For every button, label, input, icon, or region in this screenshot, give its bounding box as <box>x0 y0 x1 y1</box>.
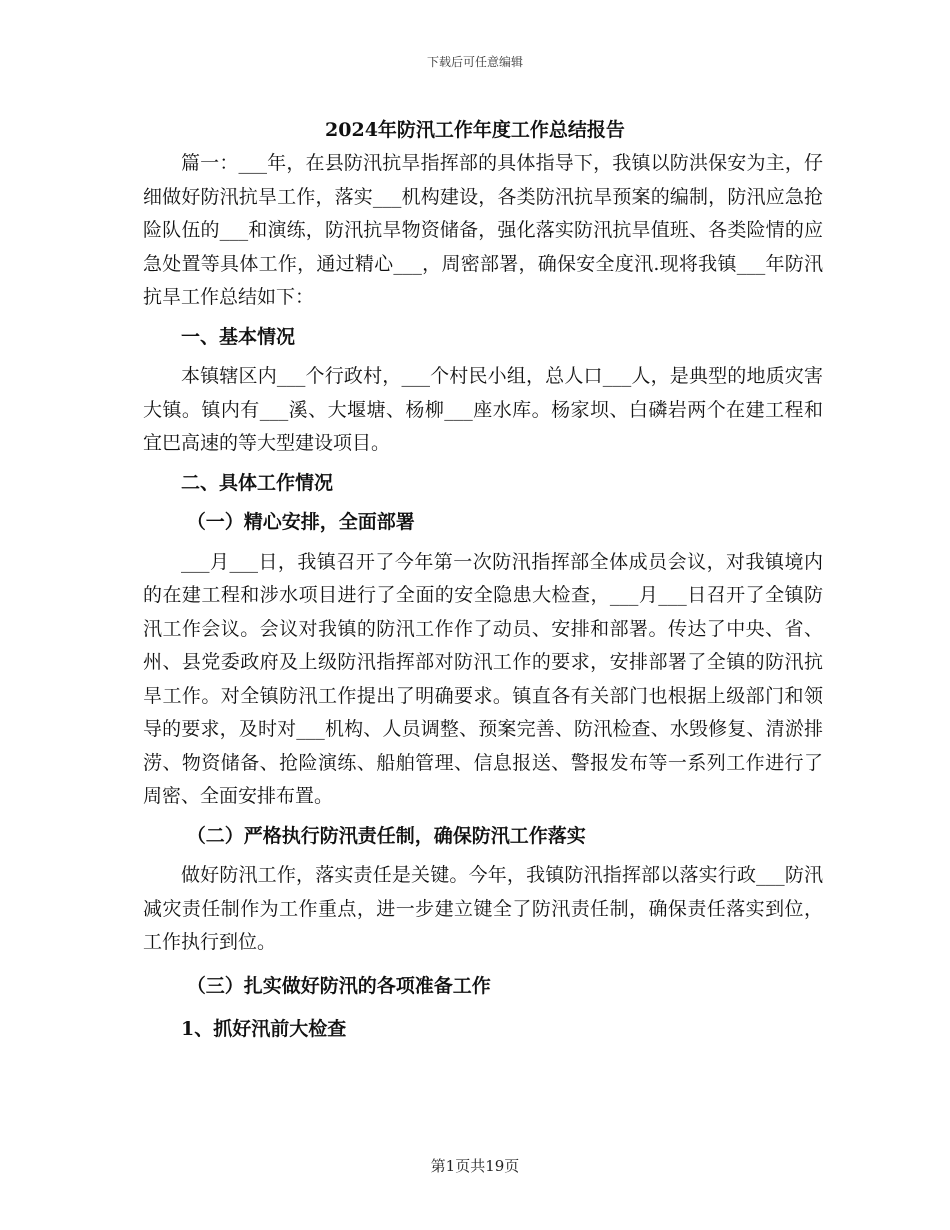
section-heading-work: 二、具体工作情况 <box>181 471 334 494</box>
work-paragraph-1: ___月___日，我镇召开了今年第一次防汛指挥部全体成员会议，对我镇境内的在建工程和涉水项目进行了全面的安全隐患大检查，___月___日召开了全镇防汛工作会议。会议对我镇的防汛工作作了动员、安排和部署。传达了中央、省、州、县党委政府及上级防汛指挥部对防汛工作的要求，安排部署了全镇的防汛抗旱工作。对全镇防汛工作提出了明确要求。镇直各有关部门也根据上级部门和领导的要求，及时对___机构、人员调整、预案完善、防汛检查、水毁修复、清淤排涝、物资储备、抢险演练、船舶管理、信息报送、警报发布等一系列工作进行了周密、全面安排布置。 <box>143 550 823 807</box>
subsection-heading-2: （二）严格执行防汛责任制，确保防汛工作落实 <box>186 824 586 847</box>
basic-paragraph: 本镇辖区内___个行政村，___个村民小组，总人口___人，是典型的地质灾害大镇。镇内有___溪、大堰塘、杨柳___座水库。杨家坝、白磷岩两个在建工程和宜巴高速的等大型建设项目。 <box>143 365 823 454</box>
page-footer: 第1页共19页 <box>430 1157 520 1175</box>
item-heading-1: 1、抓好汛前大检查 <box>181 1018 347 1040</box>
section-heading-basic: 一、基本情况 <box>181 325 296 348</box>
intro-paragraph: 篇一：___年，在县防汛抗旱指挥部的具体指导下，我镇以防洪保安为主，仔细做好防汛抗旱工作，落实___机构建设，各类防汛抗旱预案的编制，防汛应急抢险队伍的___和演练，防汛抗旱物资储备，强化落实防汛抗旱值班、各类险情的应急处置等具体工作，通过精心___，周密部署，确保安全度汛.现将我镇___年防汛抗旱工作总结如下： <box>143 152 823 308</box>
work-paragraph-2: 做好防汛工作，落实责任是关键。今年，我镇防汛指挥部以落实行政___防汛减灾责任制作为工作重点，进一步建立键全了防汛责任制，确保责任落实到位，工作执行到位。 <box>143 864 823 953</box>
document-title: 2024年防汛工作年度工作总结报告 <box>325 119 625 141</box>
header-note: 下载后可任意编辑 <box>426 55 523 69</box>
subsection-heading-1: （一）精心安排，全面部署 <box>186 511 415 533</box>
document-body <box>143 147 823 1047</box>
subsection-heading-3: （三）扎实做好防汛的各项准备工作 <box>186 974 491 997</box>
